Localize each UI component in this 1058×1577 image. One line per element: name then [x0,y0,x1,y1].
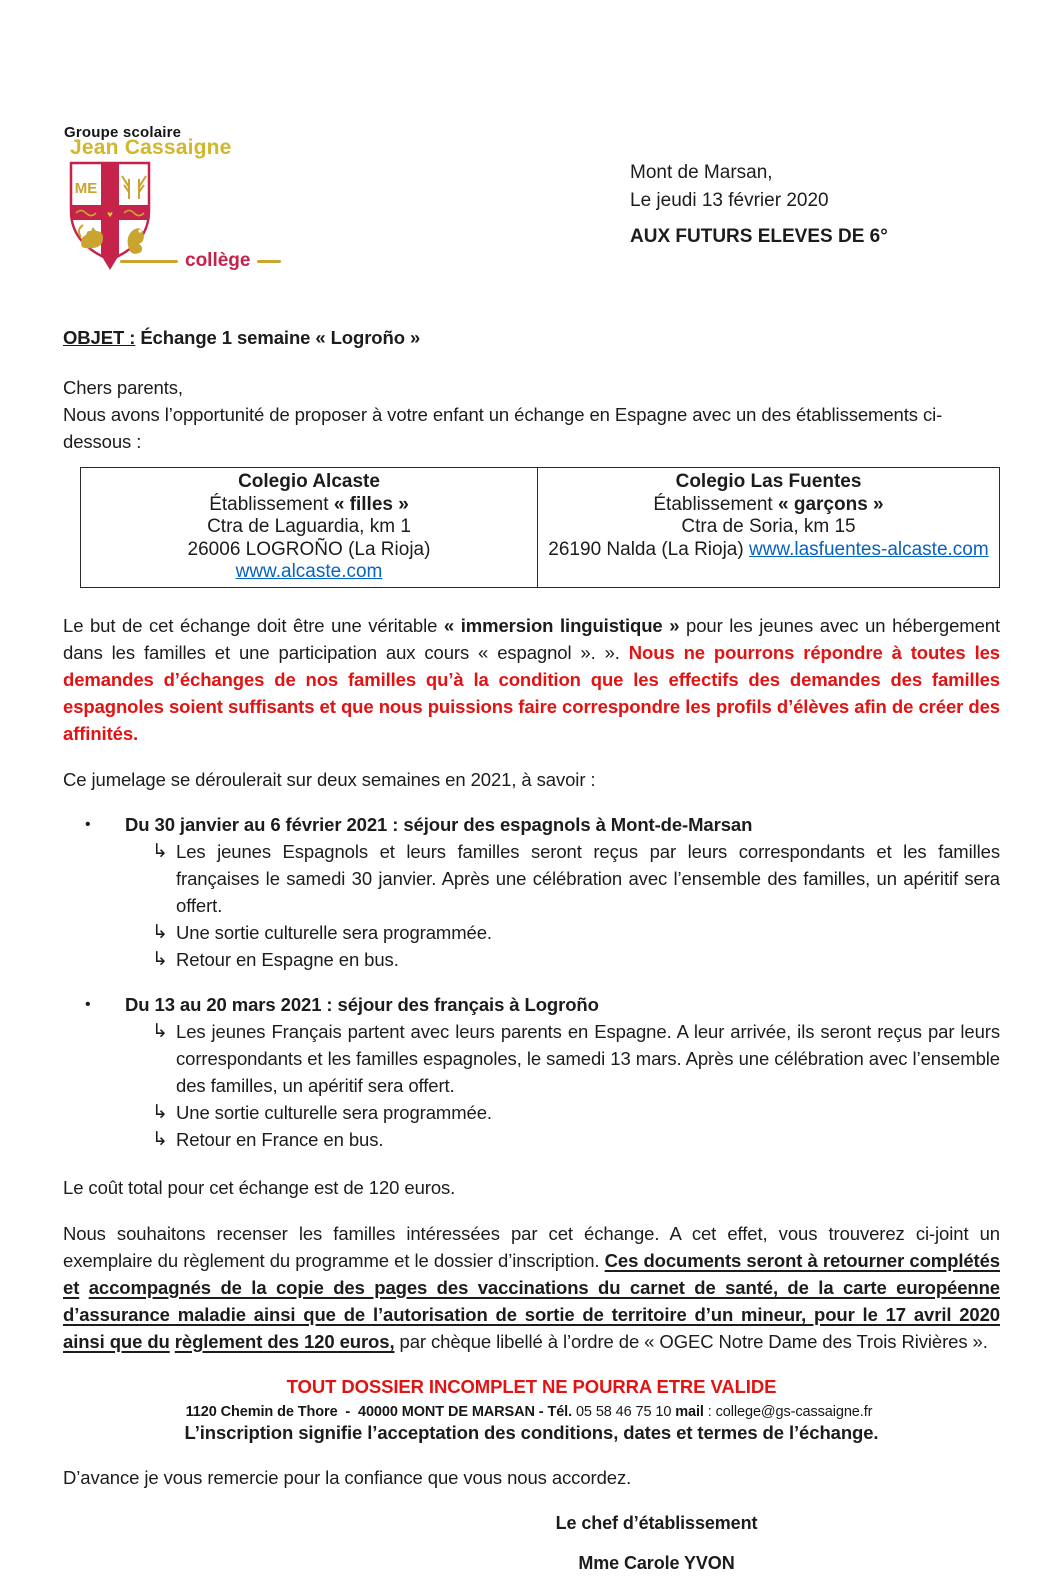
alcaste-website-link[interactable]: www.alcaste.com [235,561,383,582]
schools-table [80,467,1000,588]
subject-line [63,324,1000,351]
school-logo [64,124,334,289]
period-title: Du 13 au 20 mars 2021 : séjour des français à Logroño [125,994,599,1015]
schools-table-row [81,468,1000,588]
exchange-period-1 [63,811,1000,973]
sub-bullet-arrow-icon: ↳ [152,1102,168,1123]
crest-monogram: ME [74,180,98,197]
sub-bullet-arrow-icon: ↳ [152,949,168,970]
school-address1-las-fuentes: Ctra de Soria, km 15 [681,516,856,537]
period-item: ↳ Une sortie culturelle sera programmée. [63,1099,1000,1126]
las-fuentes-website-link[interactable]: www.lasfuentes-alcaste.com [748,538,989,560]
college-label: collège [185,250,251,271]
crest-heart-icon: ♥ [106,209,114,221]
schedule-intro: Ce jumelage se déroulerait sur deux semaines en 2021, à savoir : [63,768,596,790]
letter-city: Mont de Marsan, [630,162,773,183]
period-item: ↳ Les jeunes Espagnols et leurs familles seront reçus par leurs correspondants et les familles françaises le samedi 30 janvier. Après une célébration avec l’ensemble des familles, un apéritif sera offert. [63,838,1000,919]
bullet-icon: • [85,996,91,1013]
exchange-period-2 [63,991,1000,1153]
school-cell-alcaste [81,468,538,588]
sub-bullet-arrow-icon: ↳ [152,1129,168,1150]
sub-bullet-arrow-icon: ↳ [152,1021,168,1042]
footer-email: : college@gs-cassaigne.fr [703,1404,873,1420]
school-cell-las-fuentes [538,468,1000,588]
documents-requirement-3: règlement des 120 euros, [174,1330,395,1352]
red-warning-text: Nous ne pourrons répondre à toutes les demandes d’échanges de nos familles qu’à la condition que les effectifs des demandes des familles espagnoles soient suffisants et que nous puissions faire correspondre les profils d’élèves afin de créer des affinités. [63,641,1000,744]
letter-date: Le jeudi 13 février 2020 [630,190,829,211]
page-footer [0,1404,1058,1420]
purpose-paragraph: Le but de cet échange doit être une véritable « immersion linguistique » pour les jeunes avec un hébergement dans les familles et une participation aux cours « espagnol ». ». Nous ne pourrons répondre à toutes les demandes d’échanges de nos familles qu’à la condition que les effectifs des demandes des familles espagnoles soient suffisants et que nous puissions faire correspondre les profils d’élèves afin de créer des affinités. [63,614,1000,744]
footer-address: 1120 Chemin de Thore - 40000 MONT DE MARSAN - Tél. [185,1404,573,1420]
college-label-row [120,250,281,272]
school-name-alcaste: Colegio Alcaste [238,471,380,492]
logo-school-name: Jean Cassaigne [70,136,232,159]
greeting: Chers parents, [63,377,183,398]
school-type-alcaste: Établissement « filles » [209,493,409,515]
school-name-las-fuentes: Colegio Las Fuentes [675,471,862,492]
letter-recipients: AUX FUTURS ELEVES DE 6° [630,226,888,247]
school-address2-alcaste: 26006 LOGROÑO (La Rioja) [187,538,431,560]
gold-dash-right [257,260,281,263]
bullet-icon: • [85,816,91,833]
documents-requirement-1: Ces documents seront à retourner complétés et [63,1249,1000,1298]
closing-text: D’avance je vous remercie pour la confiance que vous nous accordez. [63,1467,632,1488]
cost-paragraph: Le coût total pour cet échange est de 120 euros. [63,1177,456,1198]
gold-dash-left [120,260,178,263]
documents-requirement-2: accompagnés de la copie des pages des vaccinations du carnet de santé, de la carte européenne d’assurance maladie ainsi que de l’autorisation de sortie de territoire d’un mineur, pour le 17 avril 2020 ainsi que du [63,1276,1000,1352]
warning-text: TOUT DOSSIER INCOMPLET NE POURRA ETRE VALIDE [286,1376,777,1397]
footer-mail-label: mail [675,1404,704,1420]
period-item: ↳ Retour en France en bus. [63,1126,1000,1153]
school-address1-alcaste: Ctra de Laguardia, km 1 [207,516,411,537]
letterhead-right [630,159,888,251]
period-item: ↳ Les jeunes Français partent avec leurs parents en Espagne. A leur arrivée, ils seront reçus par leurs correspondants et les familles espagnoles, le samedi 13 mars. Après une célébration avec l’ensemble des familles, un apéritif sera offert. [63,1018,1000,1099]
period-item: ↳ Une sortie culturelle sera programmée. [63,919,1000,946]
school-address2-las-fuentes: 26190 Nalda (La Rioja) www.lasfuentes-alcaste.com [548,538,989,560]
intro-text: Nous avons l’opportunité de proposer à votre enfant un échange en Espagne avec un des établissements ci-dessous : [63,404,943,452]
logo-group-label: Groupe scolaire [64,124,182,141]
sub-bullet-arrow-icon: ↳ [152,841,168,862]
signature-name: Mme Carole YVON [578,1552,735,1573]
subject-label: OBJET : [63,327,136,348]
acceptance-text: L’inscription signifie l’acceptation des conditions, dates et termes de l’échange. [184,1421,879,1443]
immersion-highlight: « immersion linguistique » [443,614,680,636]
documents-paragraph: Nous souhaitons recenser les familles intéressées par cet échange. A cet effet, vous trouverez ci-joint un exemplaire du règlement du programme et le dossier d’inscription. Ces documents seront à retourner complétés et accompagnés de la copie des pages des vaccinations du carnet de santé, de la carte européenne d’assurance maladie ainsi que de l’autorisation de sortie de territoire d’un mineur, pour le 17 avril 2020 ainsi que du règlement des 120 euros, par chèque libellé à l’ordre de « OGEC Notre Dame des Trois Rivières ». [63,1222,1000,1352]
period-item: ↳ Retour en Espagne en bus. [63,946,1000,973]
school-type-las-fuentes: Établissement « garçons » [653,493,884,515]
sub-bullet-arrow-icon: ↳ [152,922,168,943]
signature-role: Le chef d’établissement [555,1512,758,1533]
footer-phone: 05 58 46 75 10 [572,1404,676,1420]
signature-block [313,1510,1000,1577]
period-title: Du 30 janvier au 6 février 2021 : séjour des espagnols à Mont-de-Marsan [125,814,753,835]
subject-title: Échange 1 semaine « Logroño » [135,327,421,348]
letter-body [63,318,1000,1577]
